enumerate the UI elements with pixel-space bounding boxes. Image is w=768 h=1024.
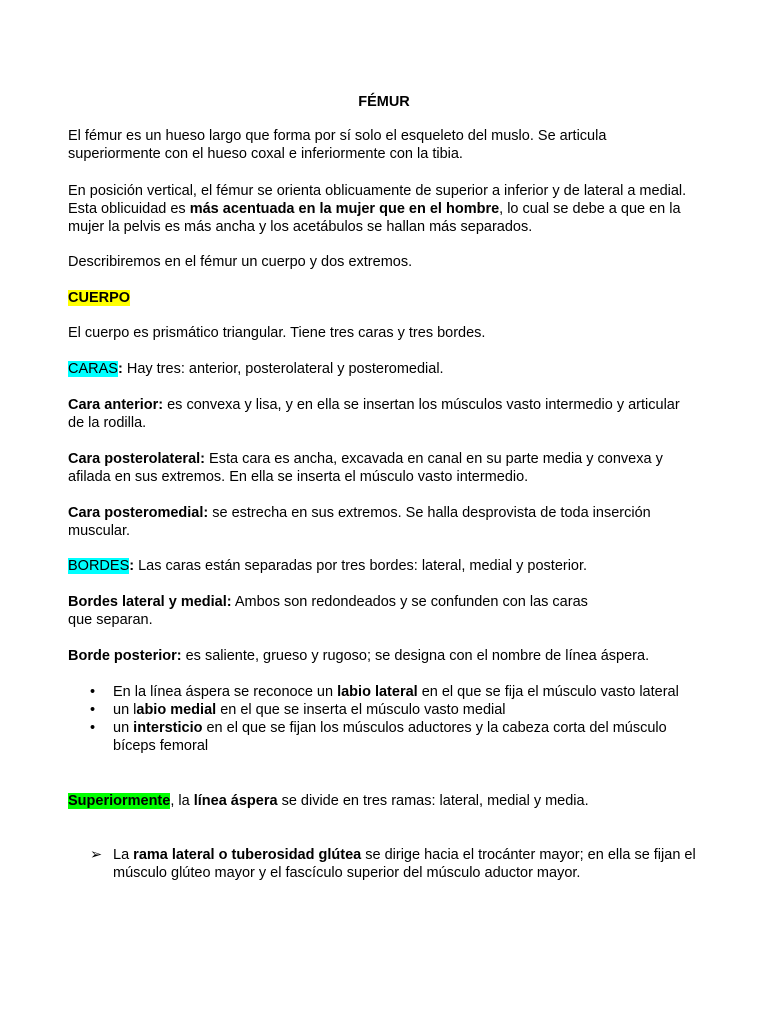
superiormente-text-a: , la [170, 793, 194, 809]
list-item-pre: un l [113, 702, 137, 718]
bordes-lateral-medial-text-2: que separan. [68, 612, 153, 628]
cara-posteromedial-label: Cara posteromedial: [68, 505, 209, 521]
cara-anterior-label: Cara anterior: [68, 397, 164, 413]
caras-text: Hay tres: anterior, posterolateral y posteromedial. [122, 361, 444, 377]
intro-paragraph-3: Describiremos en el fémur un cuerpo y dos extremos. [68, 254, 413, 270]
list-item-bold: intersticio [133, 720, 203, 736]
list-item [68, 683, 698, 701]
bordes-lateral-medial-label: Bordes lateral y medial: [68, 594, 232, 610]
rama-lateral-pre: La [113, 847, 134, 863]
bordes-lateral-medial-text-1: Ambos son redondeados y se confunden con las caras [231, 594, 588, 610]
list-item-post: en el que se fija el músculo vasto lateral [417, 684, 679, 700]
intro-p2-emphasis: más acentuada en la mujer que en el hombre [189, 201, 500, 217]
list-item [68, 719, 698, 755]
superiormente-bold: línea áspera [193, 793, 278, 809]
bordes-colon: : [129, 558, 135, 574]
bordes-paragraph [68, 557, 698, 575]
cara-posterolateral-text: Esta cara es ancha, excavada en canal en su parte media y convexa y afilada en sus extremos. En ella se inserta el músculo vasto intermedio. [68, 451, 663, 485]
borde-posterior-paragraph [68, 647, 698, 665]
bordes-lateral-medial-paragraph [68, 593, 698, 629]
list-item-post: en el que se inserta el músculo vasto medial [216, 702, 506, 718]
list-item [68, 701, 698, 719]
cara-posteromedial-paragraph [68, 504, 698, 540]
cara-anterior-paragraph [68, 396, 698, 432]
page-title: FÉMUR [358, 94, 410, 110]
intro-paragraph-1: El fémur es un hueso largo que forma por sí solo el esqueleto del muslo. Se articula superiormente con el hueso coxal e inferiormente con la tibia. [68, 128, 607, 162]
arrow-right-icon: ➢ [90, 847, 103, 863]
borde-posterior-label: Borde posterior: [68, 648, 182, 664]
caras-label: CARAS [68, 361, 118, 377]
superiormente-label: Superiormente [68, 793, 171, 809]
caras-paragraph [68, 360, 698, 378]
cara-anterior-text: es convexa y lisa, y en ella se insertan los músculos vasto intermedio y articular de la rodilla. [68, 397, 680, 431]
list-item-bold: abio medial [136, 702, 217, 718]
bordes-text: Las caras están separadas por tres bordes: lateral, medial y posterior. [134, 558, 588, 574]
intro-p2-text-c: , lo cual se debe a que en la mujer la pelvis es más ancha y los acetábulos se hallan más separados. [68, 201, 681, 235]
list-item-pre: En la línea áspera se reconoce un [113, 684, 338, 700]
superiormente-text-b: se divide en tres ramas: lateral, medial y media. [277, 793, 589, 809]
bordes-label: BORDES [68, 558, 130, 574]
rama-lateral-item [68, 846, 743, 882]
list-item-pre: un [113, 720, 134, 736]
linea-aspera-list [68, 683, 698, 755]
cara-posteromedial-text: se estrecha en sus extremos. Se halla desprovista de toda inserción muscular. [68, 505, 651, 539]
cuerpo-paragraph: El cuerpo es prismático triangular. Tiene tres caras y tres bordes. [68, 325, 486, 341]
cuerpo-heading: CUERPO [68, 290, 131, 306]
cuerpo-heading-line [68, 289, 698, 307]
rama-lateral-post: se dirige hacia el trocánter mayor; en ella se fijan el músculo glúteo mayor y el fascículo superior del músculo aductor mayor. [113, 847, 696, 881]
rama-lateral-bold: rama lateral o tuberosidad glútea [133, 847, 362, 863]
borde-posterior-text: es saliente, grueso y rugoso; se designa con el nombre de línea áspera. [181, 648, 650, 664]
cara-posterolateral-label: Cara posterolateral: [68, 451, 205, 467]
list-item-post: en el que se fijan los músculos aductores y la cabeza corta del músculo bíceps femoral [113, 720, 667, 754]
caras-colon: : [117, 361, 123, 377]
intro-p2-text-a: En posición vertical, el fémur se orienta oblicuamente de superior a inferior y de lateral a medial. Esta oblicuidad es [68, 183, 687, 217]
intro-paragraph-2 [68, 182, 698, 236]
cara-posterolateral-paragraph [68, 450, 698, 486]
list-item-bold: labio lateral [337, 684, 418, 700]
superiormente-paragraph [68, 792, 698, 810]
